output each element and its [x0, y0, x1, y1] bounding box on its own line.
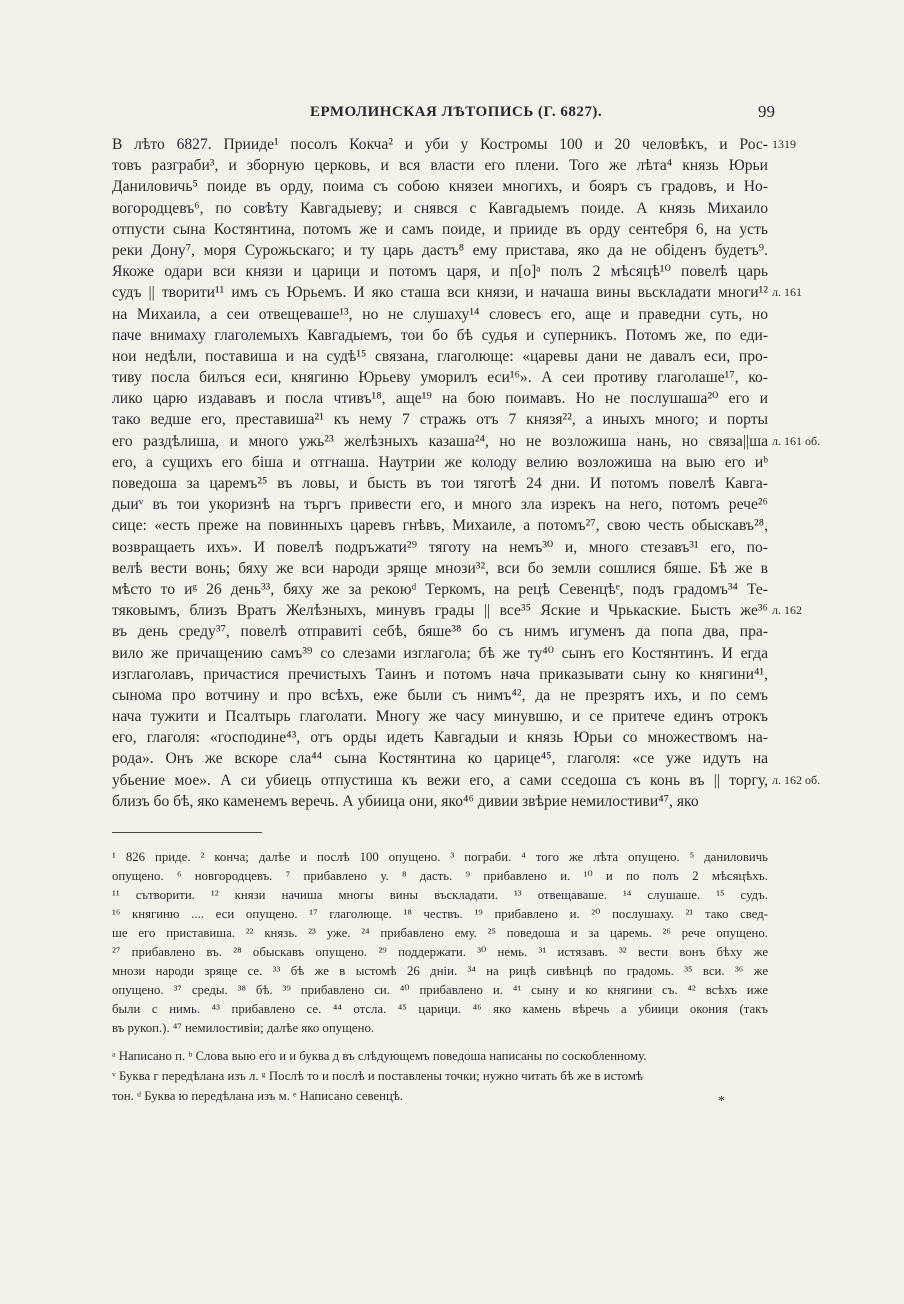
- text-line: дыиᵛ въ тои укоризнѣ на търгъ привести его, и много зла изрекъ на него, потомъ рече²⁶: [112, 496, 768, 514]
- folio-marker: 1319: [772, 137, 796, 151]
- text-line: его раздѣлиша, и много ужь²³ желѣзныхъ казаша²⁴, но не возложиша нань, но связа||ша: [112, 432, 768, 450]
- footnote-line: опущено. ⁶ новгородцевъ. ⁷ прибавлено у. ⁸ дасть. ⁹ прибавлено и. ¹⁰ и по полъ 2 мѣсяцѣхъ.: [112, 869, 768, 883]
- text-line: возвращаеть ихъ». И повелѣ подръжати²⁹ тяготу на немъ³⁰ и, много стезавъ³¹ его, по-: [112, 538, 768, 556]
- text-line: В лѣто 6827. Прииде¹ посолъ Кокча² и уби у Костромы 100 и 20 человѣкъ, и Рос-: [112, 136, 768, 153]
- text-line: товъ разграби³, и зборную церковь, и вся власти его плени. Того же лѣта⁴ князь Юрьи: [112, 157, 768, 175]
- footnote-line: ¹⁶ княгиню .... еси опущено. ¹⁷ глаголюще. ¹⁸ чествъ. ¹⁹ прибавлено и. ²⁰ послушаху. ²¹ тако свед-: [112, 907, 768, 921]
- text-line: судъ || творити¹¹ имъ съ Юрьемъ. И яко сташа вси князи, и начаша вины вьскладати многи¹²: [112, 284, 768, 302]
- running-title: ЕРМОЛИНСКАЯ ЛѢТОПИСЬ (Г. 6827).: [310, 104, 603, 120]
- text-line: тяковымъ, близъ Вратъ Желѣзныхъ, минувъ грады || все³⁵ Яские и Чрькаские. Бысть же³⁶: [112, 602, 768, 620]
- footnote-line: ¹¹ сътворити. ¹² князи начиша многы вины въскладати. ¹³ отвещаваше. ¹⁴ слушаше. ¹⁵ судъ.: [112, 888, 768, 902]
- text-line: поведоша за царемъ²⁵ въ ловы, и бысть въ тои тяготѣ 24 дни. И потомъ повелѣ Кавга-: [112, 475, 768, 492]
- text-line: тиву посла билъся еси, княгиню Юрьеву уморилъ еси¹⁶». А сеи противу глаголаше¹⁷, ко-: [112, 369, 768, 387]
- text-line: его, а сущихъ его біша и отгнаша. Наутрии же колоду велию возложиша на выю его иᵇ: [112, 453, 768, 471]
- text-line: убьение мое». А си убиець отпустиша къ вежи его, а сами сседоша съ конь въ || торгу,: [112, 771, 768, 789]
- footnote-line: ²⁷ прибавлено въ. ²⁸ обыскавъ опущено. ²⁹ поддержати. ³⁰ немь. ³¹ истязавъ. ³² вести вонъ бѣху же: [112, 945, 768, 959]
- page-number: 99: [758, 102, 775, 121]
- critical-note-line: ᵛ Буква г передѣлана изъ л. ᵍ Послѣ то и послѣ и поставлены точки; нужно читать бѣ же в истомѣ: [112, 1069, 643, 1083]
- critical-note-line: ᵃ Написано п. ᵇ Слова выю его и и буква д въ слѣдующемъ поведоша написаны по соскобленному.: [112, 1049, 647, 1063]
- text-line: нои недѣли, поставиша и на судѣ¹⁵ связана, глаголюще: «царевы дани не давалъ еси, про-: [112, 347, 768, 365]
- footnote-divider: [112, 832, 262, 833]
- text-line: Якоже одари вси князи и царици и потомъ царя, и п[о]ᵃ полъ 2 мѣсяцѣ¹⁰ повелѣ царь: [112, 263, 768, 281]
- text-line: Даниловичь⁵ поиде въ орду, поима съ собою князеи многихъ, и бояръ съ градовъ, и Но-: [112, 178, 768, 196]
- footnote-line: въ рукоп.). ⁴⁷ немилостивiи; далѣе яко опущено.: [112, 1021, 375, 1035]
- text-line: мѣсто то иᵍ 26 день³³, бяху же за рекоюᵈ Теркомъ, на рецѣ Севенцѣᵉ, подъ градомъ³⁴ Те-: [112, 580, 768, 598]
- text-line: вило же причащению самъ³⁹ со слезами изглагола; бѣ же ту⁴⁰ сынъ его Костянтинъ. И егда: [112, 644, 768, 662]
- text-line: близъ бо бѣ, яко каменемъ веречь. А убиица они, яко⁴⁶ дивии звѣрие немилостиви⁴⁷, яко: [112, 792, 699, 810]
- footnote-line: ¹ 826 приде. ² кончa; далѣе и послѣ 100 опущено. ³ пограби. ⁴ того же лѣта опущено. ⁵ даниловичь: [112, 850, 768, 864]
- folio-marker: л. 161: [772, 285, 802, 300]
- text-line: тако ведше его, преставиша²¹ къ нему 7 стражь отъ 7 князя²², а иныхъ много; и порты: [112, 411, 768, 429]
- text-line: въ день среду³⁷, повелѣ отправиті себѣ, бяше³⁸ бо съ нимъ игуменъ да попа два, пра-: [112, 623, 768, 641]
- text-line: велѣ вести вонь; бяху же вси народи зряще мнози³², вси бо земли сошлися бяше. Бѣ же в: [112, 559, 768, 577]
- text-line: сице: «есть преже на повинныхъ царевъ гнѣвъ, Михаиле, а потомъ²⁷, свою честь обыскавъ²⁸,: [112, 517, 768, 535]
- text-line: его, глаголя: «господине⁴³, отъ орды идеть Кавгадыи и князь Юрьи со множествомъ на-: [112, 729, 768, 747]
- page-header: [0, 104, 904, 128]
- text-line: изглаголавъ, причастися пречистыхъ Таинъ и потомъ нача приказывати сыну ко княгини⁴¹,: [112, 665, 768, 683]
- text-line: лико царю издававъ и посла чтивъ¹⁸, аще¹⁹ на бою поимавъ. Но не послушаша²⁰ его и: [112, 390, 768, 408]
- text-line: на Михаила, а сеи отвещеваше¹³, но не слушаху¹⁴ словесъ его, аще и праведни суть, но: [112, 305, 768, 323]
- chronicle-text: [112, 134, 768, 812]
- folio-marker: л. 162: [772, 603, 802, 618]
- footnote-line: ше его приставиша. ²² князь. ²³ уже. ²⁴ прибавлено ему. ²⁵ поведоша и за царемь. ²⁶ рече опущено.: [112, 926, 768, 940]
- footnote-line: мнози народи зряще се. ³³ бѣ же в ыстомѣ 26 днiи. ³⁴ на рицѣ сивѣнцѣ по градомь. ³⁵ вси. ³⁶ же: [112, 964, 768, 978]
- footnote-line: опущено. ³⁷ среды. ³⁸ бѣ. ³⁹ прибавлено си. ⁴⁰ прибавлено и. ⁴¹ сыну и ко княгини съ. ⁴² всѣхъ иже: [112, 983, 768, 997]
- folio-marker: л. 162 об.: [772, 773, 821, 787]
- text-line: отпусти сына Костянтина, потомъ же и самъ поиде, и прииде въ орду сентебря 6, на усть: [112, 220, 768, 238]
- footnote-line: были с нимь. ⁴³ прибавлено се. ⁴⁴ отсла. ⁴⁵ царици. ⁴⁶ яко камень вѣречь а убиици окония (такъ: [112, 1002, 768, 1016]
- text-line: вогородцевъ⁶, по совѣту Кавгадыеву; и снявся с Кавгадыемъ поиде. А князь Михаило: [112, 199, 768, 217]
- folio-marker: л. 161 об.: [772, 433, 821, 448]
- end-mark: *: [718, 1094, 725, 1109]
- text-line: паче внимаху глаголемыхъ Кавгадыемъ, тои бо бѣ судья и суперникъ. Потомъ же, по еди-: [112, 326, 768, 344]
- text-line: сынома про вотчину и про всѣхъ, еже были съ нимъ⁴², да не презрятъ ихъ, и по семъ: [112, 686, 768, 704]
- text-line: нача тужити и Псалтырь глаголати. Многу же часу минувшю, и се притече единъ отрокъ: [112, 708, 768, 726]
- variant-footnotes: [112, 848, 768, 1038]
- critical-notes: [112, 1046, 768, 1106]
- critical-note-line: тон. ᵈ Буква ю передѣлана изъ м. ᵉ Написано севенцѣ.: [112, 1089, 403, 1103]
- text-line: реки Дону⁷, моря Сурожьскаго; и ту царь дастъ⁸ ему пристава, яко да не обіденъ будетъ⁹.: [112, 241, 768, 259]
- text-line: рода». Онъ же вскоре сла⁴⁴ сына Костянтина ко царице⁴⁵, глаголя: «се уже идуть на: [112, 750, 768, 768]
